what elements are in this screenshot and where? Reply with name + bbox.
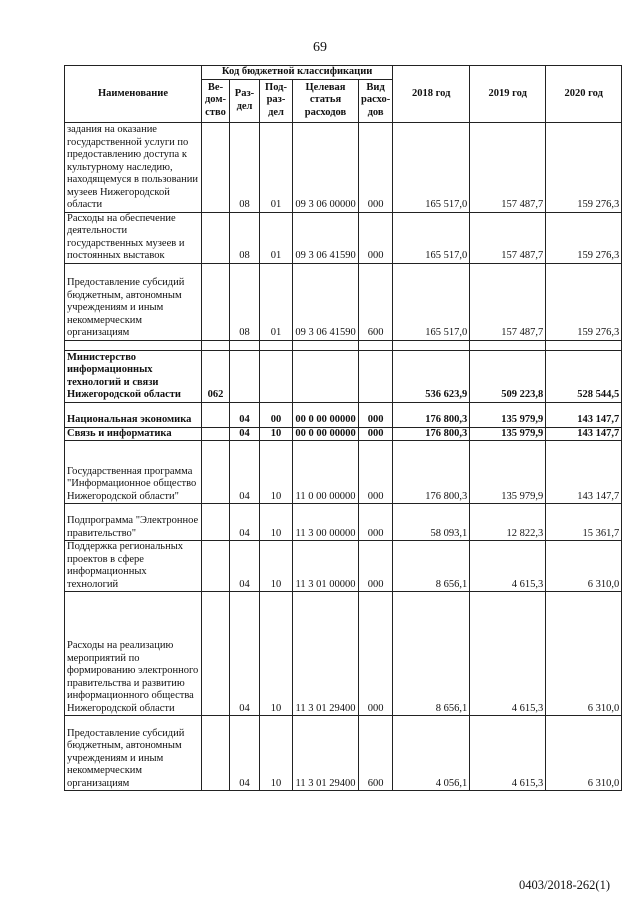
cell-name: Предоставление субсидий бюджетным, автономным учреждениям и иным некоммерческим организациям bbox=[65, 716, 202, 791]
cell-section: 04 bbox=[230, 427, 260, 441]
cell-y2018 bbox=[393, 340, 470, 350]
cell-y2020: 143 147,7 bbox=[546, 441, 622, 504]
cell-section: 04 bbox=[230, 402, 260, 427]
table-row bbox=[65, 541, 622, 592]
cell-target bbox=[293, 340, 359, 350]
cell-y2019: 157 487,7 bbox=[470, 263, 546, 340]
cell-name: Расходы на реализацию мероприятий по формированию электронного правительства и развитию информационного общества Нижегородской области bbox=[65, 592, 202, 716]
cell-dept bbox=[202, 716, 230, 791]
cell-y2018: 8 656,1 bbox=[393, 592, 470, 716]
cell-dept bbox=[202, 340, 230, 350]
cell-y2019: 157 487,7 bbox=[470, 212, 546, 263]
cell-target: 11 3 01 29400 bbox=[293, 592, 359, 716]
cell-name: Связь и информатика bbox=[65, 427, 202, 441]
cell-y2020: 528 544,5 bbox=[546, 350, 622, 402]
cell-y2020: 159 276,3 bbox=[546, 122, 622, 212]
cell-section bbox=[230, 340, 260, 350]
cell-subsection: 10 bbox=[260, 716, 293, 791]
table-row bbox=[65, 350, 622, 402]
cell-y2018: 536 623,9 bbox=[393, 350, 470, 402]
header-code-group: Код бюджетной классификации bbox=[202, 66, 393, 80]
cell-dept bbox=[202, 263, 230, 340]
cell-name: Министерство информационных технологий и связи Нижегородской области bbox=[65, 350, 202, 402]
cell-target: 00 0 00 00000 bbox=[293, 427, 359, 441]
cell-y2019: 4 615,3 bbox=[470, 592, 546, 716]
cell-name: Государственная программа "Информационное общество Нижегородской области" bbox=[65, 441, 202, 504]
header-exp-type: Вид расхо- дов bbox=[359, 79, 393, 122]
budget-table bbox=[64, 65, 622, 791]
cell-target: 11 3 01 29400 bbox=[293, 716, 359, 791]
cell-target: 11 3 01 00000 bbox=[293, 541, 359, 592]
cell-section: 04 bbox=[230, 541, 260, 592]
cell-y2018: 176 800,3 bbox=[393, 441, 470, 504]
cell-name bbox=[65, 340, 202, 350]
page-number: 69 bbox=[313, 40, 327, 55]
cell-y2018: 165 517,0 bbox=[393, 212, 470, 263]
cell-name: Подпрограмма "Электронное правительство" bbox=[65, 504, 202, 541]
cell-y2018: 58 093,1 bbox=[393, 504, 470, 541]
table-row bbox=[65, 212, 622, 263]
table-row bbox=[65, 263, 622, 340]
cell-exp-type: 600 bbox=[359, 716, 393, 791]
header-section: Раз- дел bbox=[230, 79, 260, 122]
cell-subsection: 00 bbox=[260, 402, 293, 427]
table-row bbox=[65, 441, 622, 504]
cell-subsection: 10 bbox=[260, 441, 293, 504]
cell-section bbox=[230, 350, 260, 402]
cell-section: 04 bbox=[230, 592, 260, 716]
cell-name: Национальная экономика bbox=[65, 402, 202, 427]
cell-y2019: 4 615,3 bbox=[470, 541, 546, 592]
cell-y2018: 176 800,3 bbox=[393, 427, 470, 441]
cell-exp-type: 000 bbox=[359, 427, 393, 441]
cell-dept bbox=[202, 441, 230, 504]
cell-y2020: 15 361,7 bbox=[546, 504, 622, 541]
header-2020: 2020 год bbox=[546, 66, 622, 123]
table-row bbox=[65, 504, 622, 541]
table-row bbox=[65, 122, 622, 212]
cell-y2019: 157 487,7 bbox=[470, 122, 546, 212]
cell-y2020: 6 310,0 bbox=[546, 541, 622, 592]
cell-y2020: 6 310,0 bbox=[546, 716, 622, 791]
cell-y2018: 8 656,1 bbox=[393, 541, 470, 592]
table-row bbox=[65, 427, 622, 441]
cell-target: 11 3 00 00000 bbox=[293, 504, 359, 541]
cell-y2020: 159 276,3 bbox=[546, 212, 622, 263]
cell-subsection: 01 bbox=[260, 212, 293, 263]
cell-y2018: 165 517,0 bbox=[393, 263, 470, 340]
cell-target: 09 3 06 41590 bbox=[293, 212, 359, 263]
cell-y2019 bbox=[470, 340, 546, 350]
cell-y2020: 6 310,0 bbox=[546, 592, 622, 716]
cell-subsection: 10 bbox=[260, 427, 293, 441]
cell-y2019: 509 223,8 bbox=[470, 350, 546, 402]
cell-name: Поддержка региональных проектов в сфере информационных технологий bbox=[65, 541, 202, 592]
cell-target: 09 3 06 00000 bbox=[293, 122, 359, 212]
cell-target: 00 0 00 00000 bbox=[293, 402, 359, 427]
cell-y2020 bbox=[546, 340, 622, 350]
header-target: Целевая статья расходов bbox=[293, 79, 359, 122]
cell-section: 04 bbox=[230, 441, 260, 504]
cell-subsection bbox=[260, 350, 293, 402]
cell-dept bbox=[202, 541, 230, 592]
cell-y2019: 135 979,9 bbox=[470, 427, 546, 441]
cell-section: 04 bbox=[230, 504, 260, 541]
cell-y2018: 165 517,0 bbox=[393, 122, 470, 212]
cell-y2020: 143 147,7 bbox=[546, 402, 622, 427]
cell-dept bbox=[202, 592, 230, 716]
cell-subsection: 10 bbox=[260, 541, 293, 592]
cell-y2019: 135 979,9 bbox=[470, 402, 546, 427]
cell-exp-type: 000 bbox=[359, 122, 393, 212]
cell-exp-type: 000 bbox=[359, 402, 393, 427]
cell-section: 04 bbox=[230, 716, 260, 791]
cell-subsection: 01 bbox=[260, 122, 293, 212]
cell-dept bbox=[202, 122, 230, 212]
cell-y2019: 12 822,3 bbox=[470, 504, 546, 541]
cell-y2019: 4 615,3 bbox=[470, 716, 546, 791]
cell-name: Расходы на обеспечение деятельности государственных музеев и постоянных выставок bbox=[65, 212, 202, 263]
document-code: 0403/2018-262(1) bbox=[519, 878, 610, 892]
cell-exp-type: 000 bbox=[359, 541, 393, 592]
cell-target bbox=[293, 350, 359, 402]
cell-section: 08 bbox=[230, 122, 260, 212]
cell-exp-type: 000 bbox=[359, 504, 393, 541]
cell-target: 09 3 06 41590 bbox=[293, 263, 359, 340]
cell-target: 11 0 00 00000 bbox=[293, 441, 359, 504]
cell-exp-type: 000 bbox=[359, 212, 393, 263]
header-subsection: Под- раз- дел bbox=[260, 79, 293, 122]
cell-subsection: 10 bbox=[260, 592, 293, 716]
cell-subsection bbox=[260, 340, 293, 350]
cell-section: 08 bbox=[230, 212, 260, 263]
cell-dept bbox=[202, 402, 230, 427]
cell-exp-type: 000 bbox=[359, 441, 393, 504]
table-row bbox=[65, 402, 622, 427]
table-row bbox=[65, 340, 622, 350]
cell-subsection: 01 bbox=[260, 263, 293, 340]
header-2019: 2019 год bbox=[470, 66, 546, 123]
cell-exp-type: 000 bbox=[359, 592, 393, 716]
cell-section: 08 bbox=[230, 263, 260, 340]
header-name: Наименование bbox=[65, 66, 202, 123]
cell-y2020: 159 276,3 bbox=[546, 263, 622, 340]
cell-subsection: 10 bbox=[260, 504, 293, 541]
cell-exp-type bbox=[359, 350, 393, 402]
cell-name: Предоставление субсидий бюджетным, автономным учреждениям и иным некоммерческим организациям bbox=[65, 263, 202, 340]
cell-dept bbox=[202, 427, 230, 441]
table-row bbox=[65, 592, 622, 716]
cell-y2018: 176 800,3 bbox=[393, 402, 470, 427]
cell-dept: 062 bbox=[202, 350, 230, 402]
table-row bbox=[65, 716, 622, 791]
cell-exp-type bbox=[359, 340, 393, 350]
cell-y2020: 143 147,7 bbox=[546, 427, 622, 441]
cell-dept bbox=[202, 212, 230, 263]
cell-name: задания на оказание государственной услуги по предоставлению доступа к культурному наследию, находящемуся в пользовании музеев Нижегородской области bbox=[65, 122, 202, 212]
cell-y2019: 135 979,9 bbox=[470, 441, 546, 504]
cell-y2018: 4 056,1 bbox=[393, 716, 470, 791]
header-dept: Ве- дом- ство bbox=[202, 79, 230, 122]
cell-dept bbox=[202, 504, 230, 541]
cell-exp-type: 600 bbox=[359, 263, 393, 340]
header-2018: 2018 год bbox=[393, 66, 470, 123]
